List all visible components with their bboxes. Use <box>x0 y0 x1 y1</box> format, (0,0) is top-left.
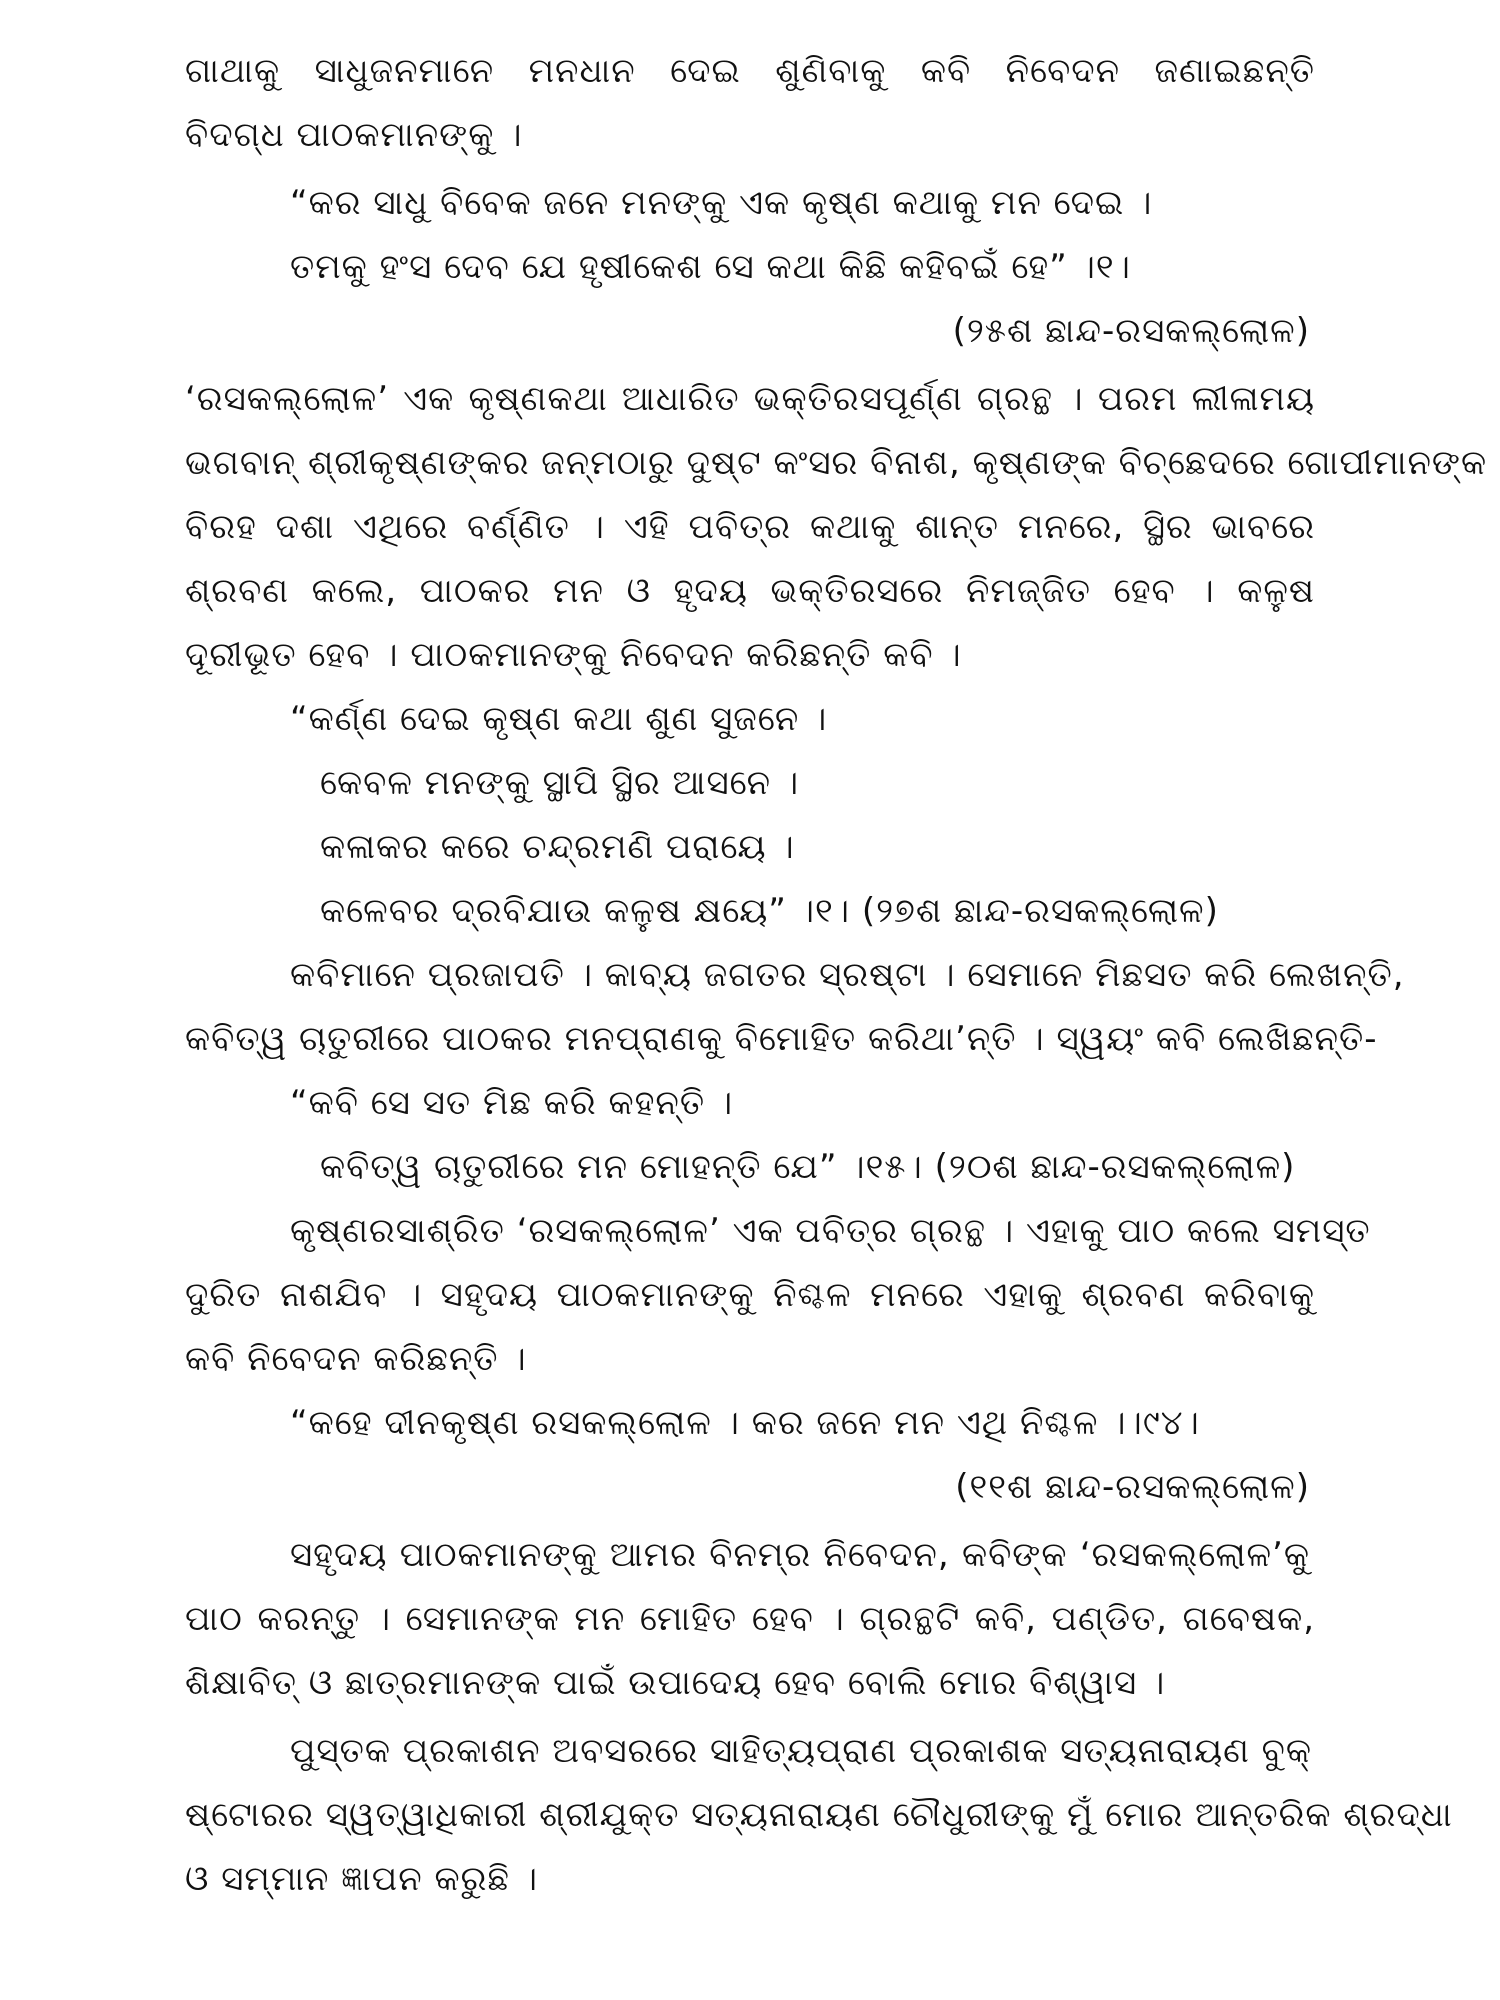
text-line: ପୁସ୍ତକ ପ୍ରକାଶନ ଅବସରରେ ସାହିତ୍ୟପ୍ରାଣ ପ୍ରକାଶକ ସତ୍ୟନାରାୟଣ ବୁକ୍ <box>290 1731 1312 1771</box>
verse-line: ତମକୁ ହଂସ ଦେବ ଯେ ହୃଷୀକେଶ ସେ କଥା କିଛି କହିବଇଁ ହେ” ।୧। <box>290 247 1131 287</box>
text-line: ଗାଥାକୁ ସାଧୁଜନମାନେ ମନଧାନ ଦେଇ ଶୁଣିବାକୁ କବି ନିବେଦନ ଜଣାଇଛନ୍ତି <box>185 51 1315 91</box>
text-line: ଦୁରିତ ନାଶଯିବ । ସହୃଦୟ ପାଠକମାନଙ୍କୁ ନିଶ୍ଚଳ ମନରେ ଏହାକୁ ଶ୍ରବଣ କରିବାକୁ <box>185 1275 1315 1315</box>
text-line: ଶ୍ରବଣ କଲେ, ପାଠକର ମନ ଓ ହୃଦୟ ଭକ୍ତିରସରେ ନିମଜ୍ଜିତ ହେବ । କଳୁଷ <box>185 571 1315 611</box>
citation: (୨୫ଶ ଛାନ୍ଦ-ରସକଲ୍ଲୋଳ) <box>952 311 1310 351</box>
verse-line: “କର ସାଧୁ ବିବେକ ଜନେ ମନଙ୍କୁ ଏକ କୃଷ୍ଣ କଥାକୁ ମନ ଦେଇ । <box>290 183 1153 223</box>
text-line: ସହୃଦୟ ପାଠକମାନଙ୍କୁ ଆମର ବିନମ୍ର ନିବେଦନ, କବିଙ୍କ ‘ରସକଲ୍ଲୋଳ’କୁ <box>290 1535 1310 1575</box>
text-line: କବିତ୍ୱ ଚାତୁରୀରେ ପାଠକର ମନପ୍ରାଣକୁ ବିମୋହିତ କରିଥା’ନ୍ତି । ସ୍ୱୟଂ କବି ଲେଖିଛନ୍ତି- <box>185 1019 1378 1059</box>
verse-line: “କବି ସେ ସତ ମିଛ କରି କହନ୍ତି । <box>290 1083 734 1123</box>
verse-line: କବିତ୍ୱ ଚାତୁରୀରେ ମନ ମୋହନ୍ତି ଯେ” ।୧୫। (୨୦ଶ ଛାନ୍ଦ-ରସକଲ୍ଲୋଳ) <box>320 1147 1296 1187</box>
text-line: କବି ନିବେଦନ କରିଛନ୍ତି । <box>185 1339 527 1379</box>
verse-line: କଳେବର ଦ୍ରବିଯାଉ କଳୁଷ କ୍ଷୟେ” ।୧। (୨୭ଶ ଛାନ୍ଦ-ରସକଲ୍ଲୋଳ) <box>320 891 1219 931</box>
text-line: ଷ୍ଟୋରର ସ୍ୱତ୍ୱାଧିକାରୀ ଶ୍ରୀଯୁକ୍ତ ସତ୍ୟନାରାୟଣ ଚୌଧୁରୀଙ୍କୁ ମୁଁ ମୋର ଆନ୍ତରିକ ଶ୍ରଦ୍ଧା <box>185 1795 1453 1835</box>
verse-line: କେବଳ ମନଙ୍କୁ ସ୍ଥାପି ସ୍ଥିର ଆସନେ । <box>320 763 800 803</box>
text-line: ବିଦଗ୍ଧ ପାଠକମାନଙ୍କୁ । <box>185 115 523 155</box>
verse-line: କଳାକର କରେ ଚନ୍ଦ୍ରମଣି ପରାୟେ । <box>320 827 795 867</box>
citation: (୧୧ଶ ଛାନ୍ଦ-ରସକଲ୍ଲୋଳ) <box>955 1467 1310 1507</box>
text-line: ‘ରସକଲ୍ଲୋଳ’ ଏକ କୃଷ୍ଣକଥା ଆଧାରିତ ଭକ୍ତିରସପୂର୍ଣ୍ଣ ଗ୍ରନ୍ଥ । ପରମ ଲୀଳାମୟ <box>185 379 1315 419</box>
text-line: ଶିକ୍ଷାବିତ୍ ଓ ଛାତ୍ରମାନଙ୍କ ପାଇଁ ଉପାଦେୟ ହେବ ବୋଲି ମୋର ବିଶ୍ୱାସ । <box>185 1663 1166 1703</box>
verse-line: “କର୍ଣ୍ଣ ଦେଇ କୃଷ୍ଣ କଥା ଶୁଣ ସୁଜନେ । <box>290 699 828 739</box>
verse-line: “କହେ ଦୀନକୃଷ୍ଣ ରସକଲ୍ଲୋଳ । କର ଜନେ ମନ ଏଥି ନିଶ୍ଚଳ ।।୯୪। <box>290 1403 1200 1443</box>
text-line: ବିରହ ଦଶା ଏଥିରେ ବର୍ଣ୍ଣିତ । ଏହି ପବିତ୍ର କଥାକୁ ଶାନ୍ତ ମନରେ, ସ୍ଥିର ଭାବରେ <box>185 507 1315 547</box>
text-line: ଦୂରୀଭୂତ ହେବ । ପାଠକମାନଙ୍କୁ ନିବେଦନ କରିଛନ୍ତି କବି । <box>185 635 962 675</box>
text-line: ଓ ସମ୍ମାନ ଜ୍ଞାପନ କରୁଛି । <box>185 1859 539 1899</box>
text-line: ଭଗବାନ୍ ଶ୍ରୀକୃଷ୍ଣଙ୍କର ଜନ୍ମଠାରୁ ଦୁଷ୍ଟ କଂସର ବିନାଶ, କୃଷ୍ଣଙ୍କ ବିଚ୍ଛେଦରେ ଗୋପୀମାନଙ୍କ <box>185 443 1488 483</box>
text-line: କୃଷ୍ଣରସାଶ୍ରିତ ‘ରସକଲ୍ଲୋଳ’ ଏକ ପବିତ୍ର ଗ୍ରନ୍ଥ । ଏହାକୁ ପାଠ କଲେ ସମସ୍ତ <box>290 1211 1371 1251</box>
text-line: ପାଠ କରନ୍ତୁ । ସେମାନଙ୍କ ମନ ମୋହିତ ହେବ । ଗ୍ରନ୍ଥଟି କବି, ପଣ୍ଡିତ, ଗବେଷକ, <box>185 1599 1315 1639</box>
text-line: କବିମାନେ ପ୍ରଜାପତି । କାବ୍ୟ ଜଗତର ସ୍ରଷ୍ଟା । ସେମାନେ ମିଛସତ କରି ଲେଖନ୍ତି, <box>290 955 1405 995</box>
